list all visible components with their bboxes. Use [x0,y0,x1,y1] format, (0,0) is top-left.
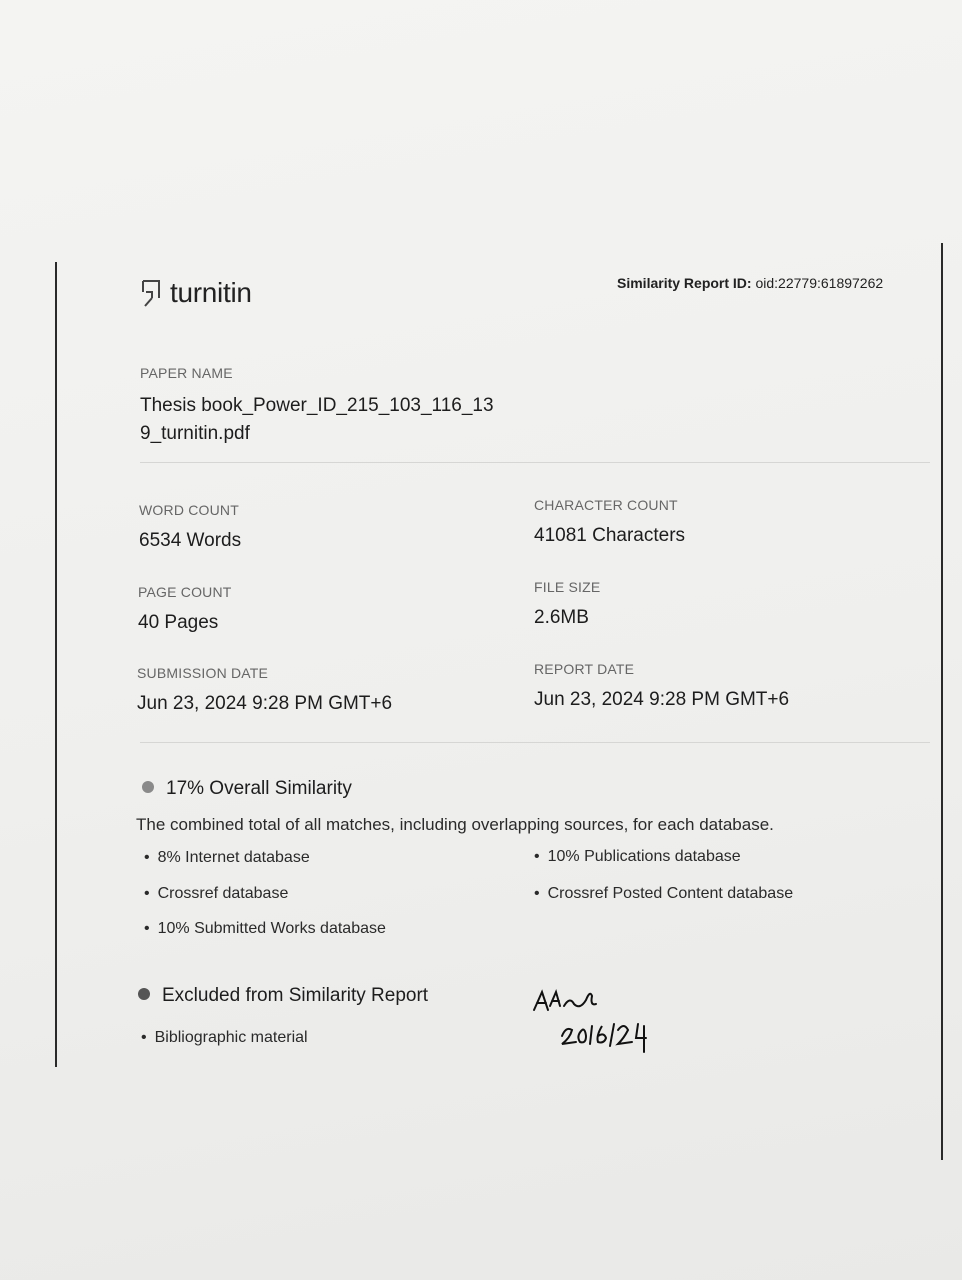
source-crossref-posted-content: • Crossref Posted Content database [534,885,793,903]
divider-top [140,462,930,463]
word-count-label: WORD COUNT [139,502,239,518]
report-id-label: Similarity Report ID: [617,275,752,291]
paper-name-line-1: Thesis book_Power_ID_215_103_116_13 [140,395,494,416]
report-date-label: REPORT DATE [534,661,635,677]
overall-similarity-text: 17% Overall Similarity [166,778,352,799]
excluded-bibliographic-material: • Bibliographic material [141,1029,308,1047]
left-border-line [55,262,57,1067]
word-count-value: 6534 Words [139,530,242,551]
paper-name-line-2: 9_turnitin.pdf [140,423,250,444]
similarity-indicator-dot [142,781,154,793]
handwritten-signature [530,980,660,1060]
report-id-value: oid:22779:61897262 [755,275,884,291]
source-submitted-works: • 10% Submitted Works database [144,920,386,938]
similarity-description: The combined total of all matches, including overlapping sources, for each database. [136,815,774,834]
report-date-value: Jun 23, 2024 9:28 PM GMT+6 [534,689,790,710]
character-count-value: 41081 Characters [534,525,686,546]
submission-date-label: SUBMISSION DATE [137,665,269,681]
right-border-line [941,243,943,1160]
page-count-value: 40 Pages [138,612,219,633]
character-count-label: CHARACTER COUNT [534,497,678,513]
submission-date-value: Jun 23, 2024 9:28 PM GMT+6 [137,693,393,714]
file-size-value: 2.6MB [534,607,589,628]
source-publications: • 10% Publications database [534,848,741,866]
source-crossref: • Crossref database [144,885,288,903]
turnitin-logo-icon [140,276,164,310]
overall-similarity-heading [142,778,352,800]
divider-middle [140,742,930,743]
excluded-heading-text: Excluded from Similarity Report [162,985,429,1006]
source-internet: • 8% Internet database [144,849,310,867]
brand-name: turnitin [170,277,252,308]
paper-name-label: PAPER NAME [140,365,233,381]
similarity-report-id [617,275,883,291]
page-count-label: PAGE COUNT [138,584,232,600]
paper-name [140,392,494,448]
file-size-label: FILE SIZE [534,579,601,595]
excluded-indicator-dot [138,988,150,1000]
excluded-heading [138,985,428,1007]
turnitin-logo [140,276,252,310]
